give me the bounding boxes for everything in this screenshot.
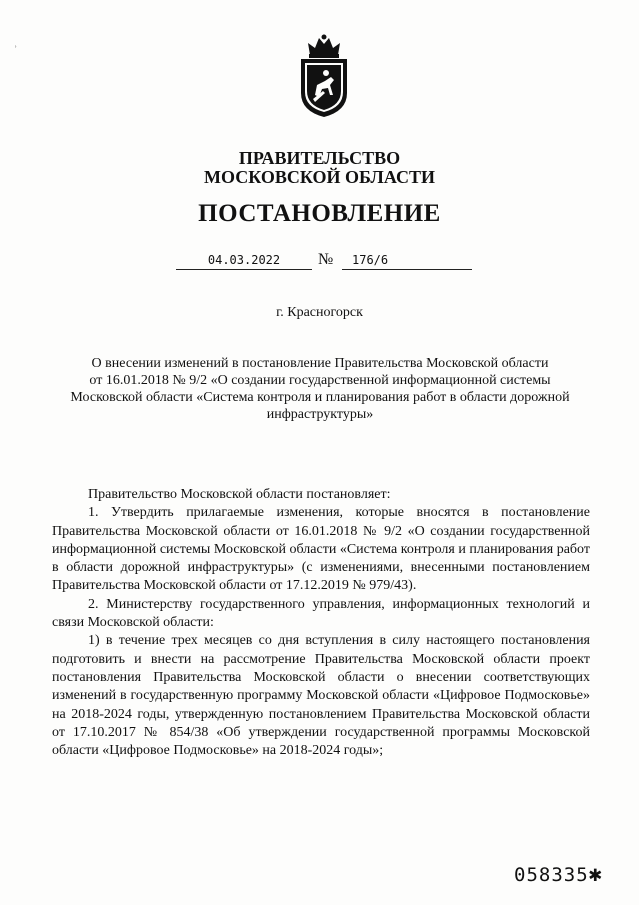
body-paragraph-item-1: 1. Утвердить прилагаемые изменения, которые вносятся в постановление Правительства Московской области от 16.01.2018 № 9/2 «О создании государственной информационной системы Московской области «Система контроля и планирования работ в области дорожной инфраструктуры» (с изменениями, внесенными постановлением Правительства Московской области от 17.12.2019 № 979/43). xyxy=(52,505,590,594)
document-type: ПОСТАНОВЛЕНИЕ xyxy=(198,200,441,227)
date-number-line xyxy=(0,252,639,274)
body-paragraph-item-2: 2. Министерству государственного управления, информационных технологий и связи Московской области: xyxy=(52,596,590,631)
serial-stamp xyxy=(514,862,603,887)
subject-line: от 16.01.2018 № 9/2 «О создании государственной информационной системы xyxy=(89,373,551,388)
org-name-line1: ПРАВИТЕЛЬСТВО xyxy=(238,148,401,168)
subject-line: О внесении изменений в постановление Правительства Московской области xyxy=(91,356,549,371)
asterisk-icon: ✱ xyxy=(588,862,603,887)
body-paragraph-preamble: Правительство Московской области постановляет: xyxy=(88,487,391,502)
city: г. Красногорск xyxy=(276,305,363,320)
scan-mark: ʾ xyxy=(14,45,18,56)
subject-line: инфраструктуры» xyxy=(266,407,374,422)
document-date: 04.03.2022 xyxy=(176,252,312,270)
body-paragraph-subitem-1: 1) в течение трех месяцев со дня вступления в силу настоящего постановления подготовить и внести на рассмотрение Правительства Московской области проект постановления Правительства Московской области о внесении соответствующих изменений в государственную программу Московской области «Цифровое Подмосковье» на 2018-2024 годы, утвержденную постановлением Правительства Московской области от 17.10.2017 № 854/38 «Об утверждении государственной программы Московской области «Цифровое Подмосковье» на 2018-2024 годы»; xyxy=(52,633,590,759)
number-sign: № xyxy=(318,251,334,268)
document-subject xyxy=(50,355,590,423)
subject-line: Московской области «Система контроля и планирования работ в области дорожной xyxy=(70,390,570,405)
serial-number: 058335 xyxy=(514,864,589,886)
document-body xyxy=(52,486,590,760)
org-name-line2: МОСКОВСКОЙ ОБЛАСТИ xyxy=(204,167,435,187)
document-number: 176/6 xyxy=(342,252,472,270)
coat-of-arms-icon xyxy=(295,33,353,119)
